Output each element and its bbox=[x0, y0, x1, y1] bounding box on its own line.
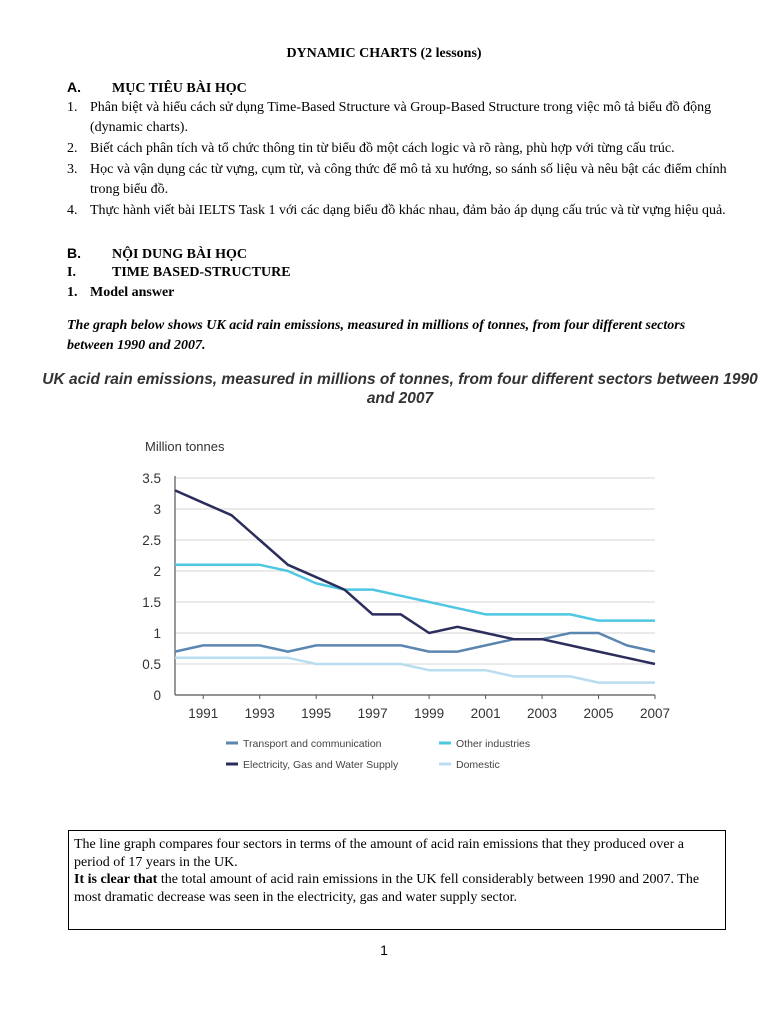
section-1-label: Model answer bbox=[90, 285, 175, 300]
y-tick-label: 3.5 bbox=[142, 471, 161, 486]
legend-label: Domestic bbox=[456, 759, 500, 771]
y-tick-label: 0.5 bbox=[142, 657, 161, 672]
list-item-text: Phân biệt và hiểu cách sử dụng Time-Based Structure và Group-Based Structure trong việc mô tả biểu đồ động (dynamic charts). bbox=[90, 100, 712, 135]
y-tick-label: 2.5 bbox=[142, 533, 161, 548]
x-tick-label: 2005 bbox=[583, 706, 614, 721]
list-item-number: 3. bbox=[67, 162, 78, 177]
list-item bbox=[67, 98, 727, 138]
line-chart bbox=[0, 420, 768, 790]
x-tick-label: 1991 bbox=[188, 706, 219, 721]
list-item-text: Biết cách phân tích và tổ chức thông tin từ biểu đồ một cách logic và rõ ràng, phù hợp với từng cấu trúc. bbox=[90, 141, 675, 156]
x-tick-label: 1999 bbox=[414, 706, 445, 721]
page-number: 1 bbox=[380, 942, 388, 958]
x-tick-label: 1997 bbox=[357, 706, 388, 721]
section-1-number: 1. bbox=[67, 285, 78, 300]
section-a-label: MỤC TIÊU BÀI HỌC bbox=[112, 81, 247, 96]
section-i-label: TIME BASED-STRUCTURE bbox=[112, 265, 291, 280]
section-a-number: A. bbox=[67, 79, 81, 95]
list-item bbox=[67, 201, 727, 221]
answer-paragraph-1: The line graph compares four sectors in terms of the amount of acid rain emissions that they produced over a period of 17 years in the UK. bbox=[74, 837, 684, 870]
list-item-number: 1. bbox=[67, 100, 78, 115]
list-item-number: 2. bbox=[67, 141, 78, 156]
objectives-list bbox=[67, 98, 727, 222]
series-line-4 bbox=[175, 658, 655, 683]
x-tick-label: 2007 bbox=[639, 706, 671, 721]
document-title: DYNAMIC CHARTS (2 lessons) bbox=[286, 46, 482, 61]
x-tick-label: 2001 bbox=[470, 706, 501, 721]
list-item bbox=[67, 139, 727, 159]
y-axis-label: Million tonnes bbox=[145, 439, 225, 454]
task-prompt: The graph below shows UK acid rain emissions, measured in millions of tonnes, from four different sectors between 1990 and 2007. bbox=[67, 318, 686, 353]
x-tick-label: 2003 bbox=[527, 706, 558, 721]
list-item-text: Học và vận dụng các từ vựng, cụm từ, và công thức để mô tả xu hướng, so sánh số liệu và nêu bật các điểm chính trong biểu đồ. bbox=[90, 162, 727, 197]
answer-paragraph-2: the total amount of acid rain emissions in the UK fell considerably between 1990 and 2007. The most dramatic decrease was seen in the electricity, gas and water supply sector. bbox=[74, 872, 700, 905]
x-tick-label: 1995 bbox=[301, 706, 332, 721]
section-b-number: B. bbox=[67, 245, 81, 261]
x-tick-label: 1993 bbox=[244, 706, 275, 721]
section-b-heading bbox=[67, 245, 247, 263]
legend-label: Other industries bbox=[456, 738, 531, 750]
model-answer-box bbox=[68, 830, 726, 930]
list-item bbox=[67, 160, 727, 200]
y-tick-label: 1 bbox=[153, 626, 161, 641]
section-1-heading bbox=[67, 285, 174, 301]
y-tick-label: 2 bbox=[153, 564, 161, 579]
y-tick-label: 0 bbox=[153, 688, 161, 703]
section-a-heading bbox=[67, 79, 247, 97]
legend-label: Transport and communication bbox=[243, 738, 382, 750]
series-line-2 bbox=[175, 565, 655, 621]
section-i-heading bbox=[67, 265, 291, 281]
y-tick-label: 1.5 bbox=[142, 595, 161, 610]
y-tick-label: 3 bbox=[153, 502, 161, 517]
section-i-number: I. bbox=[67, 265, 76, 280]
legend-label: Electricity, Gas and Water Supply bbox=[243, 759, 399, 771]
list-item-text: Thực hành viết bài IELTS Task 1 với các dạng biểu đồ khác nhau, đảm bảo áp dụng cấu trúc và từ vựng hiệu quả. bbox=[90, 203, 726, 218]
section-b-label: NỘI DUNG BÀI HỌC bbox=[112, 247, 247, 262]
answer-bold-phrase: It is clear that bbox=[74, 872, 158, 887]
series-line-3 bbox=[175, 490, 655, 664]
chart-title: UK acid rain emissions, measured in millions of tonnes, from four different sectors between 1990 and 2007 bbox=[42, 371, 758, 407]
list-item-number: 4. bbox=[67, 203, 78, 218]
